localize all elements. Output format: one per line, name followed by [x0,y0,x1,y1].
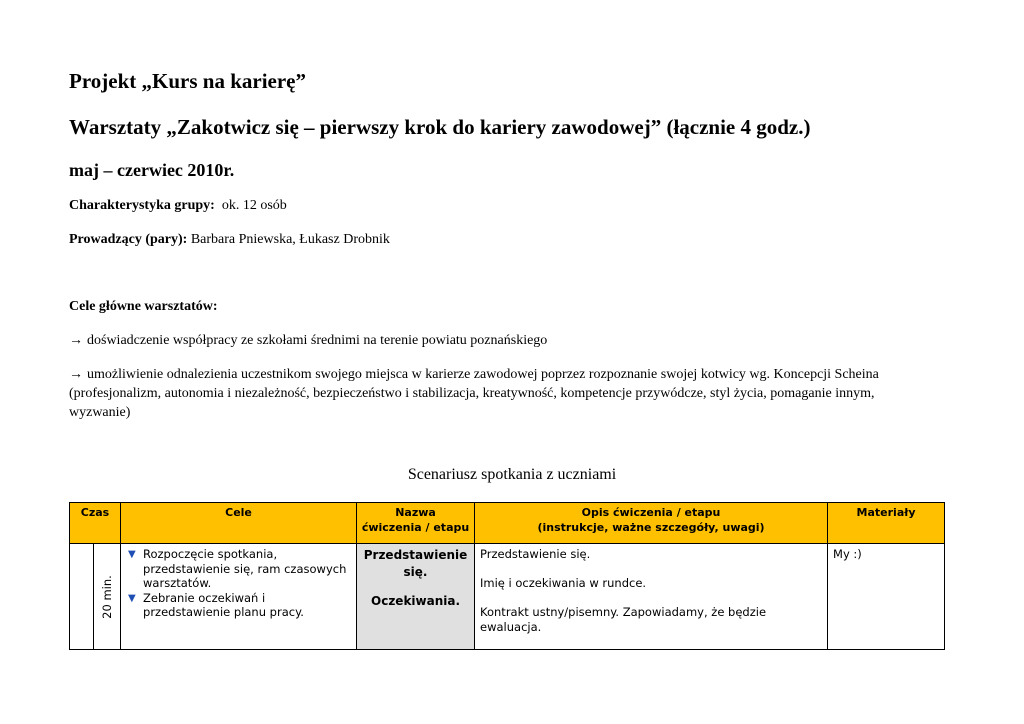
time-spacer-cell [70,544,94,650]
lead-value: Barbara Pniewska, Łukasz Drobnik [190,232,390,247]
workshop-title: Warsztaty „Zakotwicz się – pierwszy krok do kariery zawodowej” (łącznie 4 godz.) [69,115,811,139]
scenario-title: Scenariusz spotkania z uczniami [407,466,617,483]
materials-cell: My :) [828,544,945,650]
goal-text: doświadczenie współpracy ze szkołami średnimi na terenie powiatu poznańskiego [87,333,548,348]
table-header-row [70,503,945,544]
duration-label: 20 min. [100,574,114,619]
goal-item-2 [69,365,919,422]
arrow-right-icon: → [69,367,83,382]
header-description: Opis ćwiczenia / etapu (instrukcje, ważne szczegóły, uwagi) [475,503,828,544]
header-goals: Cele [121,503,357,544]
arrow-right-icon: → [69,333,83,348]
lead-label: Prowadzący (pary): [69,232,188,247]
time-cell [94,544,121,650]
exercise-name-2: Oczekiwania. [371,594,461,608]
goals-list [126,547,351,620]
header-time: Czas [70,503,121,544]
lead-info [69,232,390,248]
bullet-icon: ▼ [128,592,136,604]
group-label: Charakterystyka grupy: [69,198,215,213]
project-title: Projekt „Kurs na karierę” [69,69,306,93]
list-item: ▼ Rozpoczęcie spotkania, przedstawienie się, ram czasowych warsztatów. [128,547,347,590]
group-value: ok. 12 osób [221,198,287,213]
table-row [70,544,945,650]
goals-cell [121,544,357,650]
exercise-name-cell [357,544,475,650]
group-info [69,198,287,214]
goal-text: umożliwienie odnalezienia uczestnikom swojego miejsca w karierze zawodowej poprzez rozpoznanie swojej kotwicy wg. Koncepcji Scheina (profesjonalizm, autonomia i niezależność, bezpieczeństwo i stabilizacja, kreatywność, kompetencje przywódcze, styl życia, pomaganie innym, wyzwanie) [69,367,879,420]
goals-heading: Cele główne warsztatów: [69,299,218,314]
description-line: Przedstawienie się. [480,547,591,561]
description-line: Imię i oczekiwania w rundce. [480,576,647,590]
date-range: maj – czerwiec 2010r. [69,160,235,180]
exercise-name-1: Przedstawienie się. [363,548,468,579]
description-line: Kontrakt ustny/pisemny. Zapowiadamy, że będzie ewaluacja. [480,605,767,634]
header-name: Nazwa ćwiczenia / etapu [357,503,475,544]
schedule-table [69,502,945,650]
header-materials: Materiały [828,503,945,544]
list-item: ▼ Zebranie oczekiwań i przedstawienie planu pracy. [128,590,304,619]
goal-item-1 [69,333,547,349]
description-cell [475,544,828,650]
bullet-icon: ▼ [128,549,136,560]
